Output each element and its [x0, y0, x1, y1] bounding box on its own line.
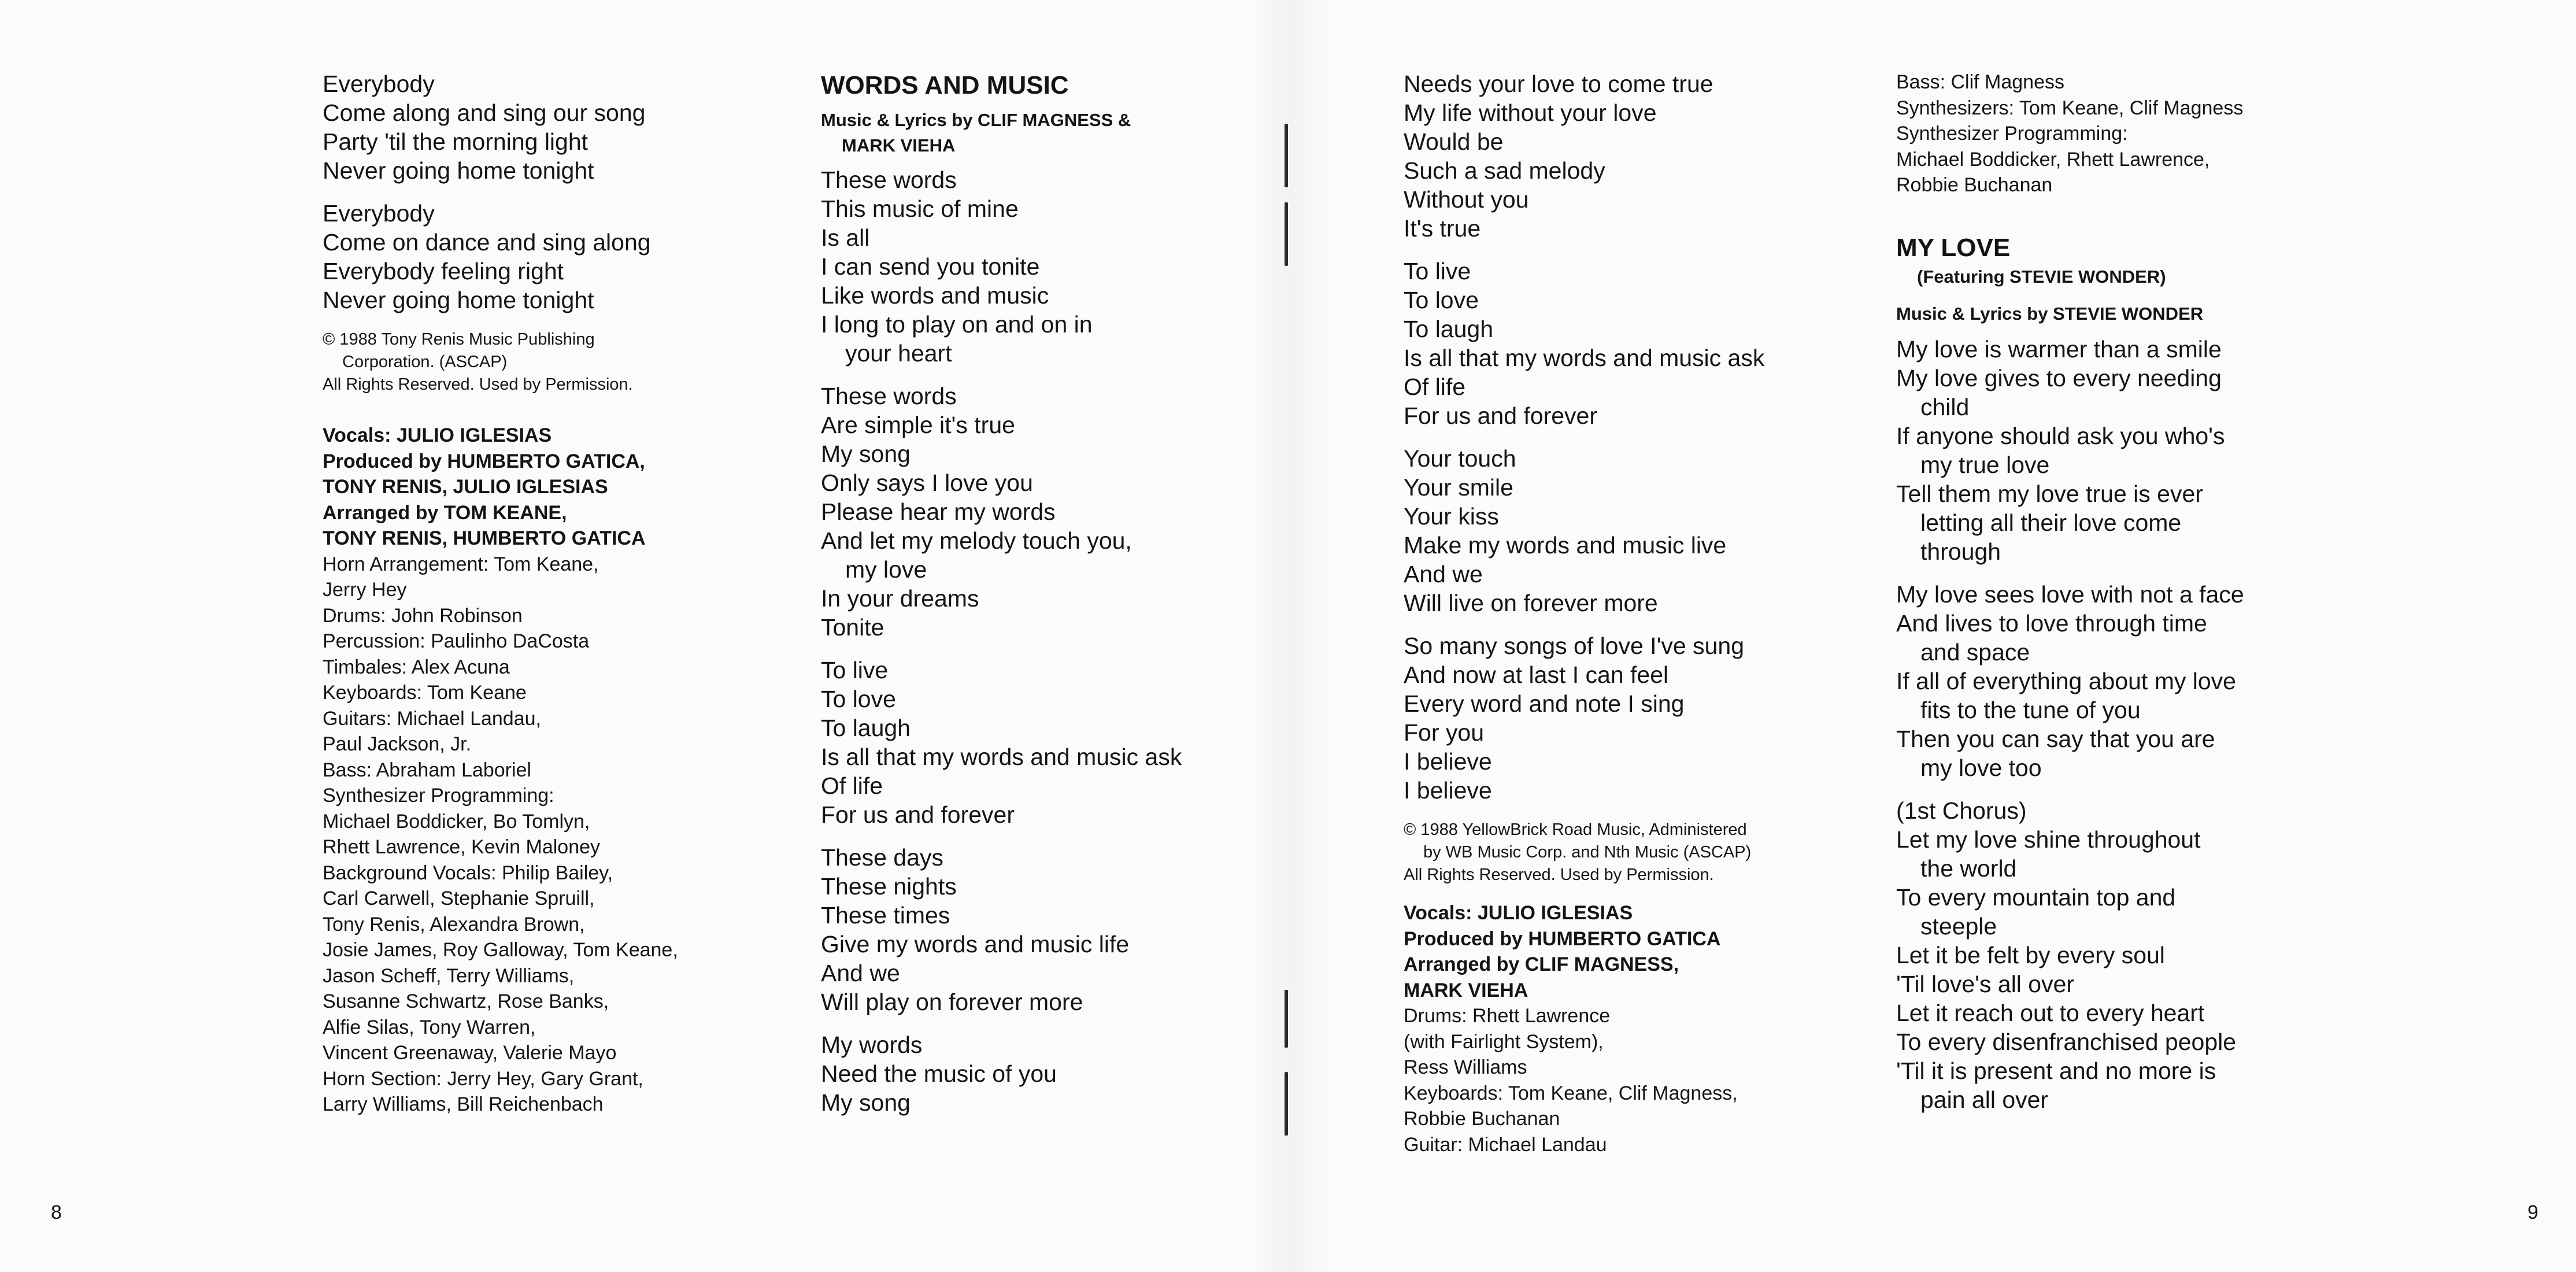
- lyric-line: I can send you tonite: [821, 253, 1040, 280]
- lyric-line: the world: [1920, 855, 2017, 882]
- column-2: [821, 69, 1260, 1117]
- lyric-line: So many songs of love I've sung: [1404, 633, 1744, 659]
- lyric-line: Needs your love to come true: [1404, 71, 1713, 97]
- credit-line: Paul Jackson, Jr.: [323, 733, 472, 755]
- lyric-line: If all of everything about my love: [1896, 667, 2236, 694]
- lyric-line: 'Til love's all over: [1896, 970, 2075, 997]
- credit-line-bold: Produced by HUMBERTO GATICA,: [323, 450, 645, 472]
- credit-line: Bass: Clif Magness: [1896, 71, 2064, 93]
- lyrics-stanza: [323, 69, 773, 185]
- lyric-line: (1st Chorus): [1896, 797, 2027, 824]
- lyric-line: Please hear my words: [821, 498, 1056, 525]
- lyric-line: Every word and note I sing: [1404, 690, 1685, 717]
- lyric-line: letting all their love come: [1920, 509, 2182, 536]
- lyric-line: Never going home tonight: [323, 287, 594, 313]
- credit-line: Tony Renis, Alexandra Brown,: [323, 913, 585, 935]
- lyric-line: For us and forever: [1404, 402, 1597, 429]
- lyric-line: Like words and music: [821, 282, 1049, 309]
- staple-bottom-b: [1285, 1072, 1288, 1136]
- song-title: WORDS AND MUSIC: [821, 71, 1069, 99]
- credit-line: Jason Scheff, Terry Williams,: [323, 964, 575, 987]
- lyric-line: Let it reach out to every heart: [1896, 999, 2205, 1026]
- credit-line: Alfie Silas, Tony Warren,: [323, 1016, 536, 1038]
- credit-line-bold: Vocals: JULIO IGLESIAS: [323, 424, 552, 446]
- credit-line: Percussion: Paulinho DaCosta: [323, 630, 590, 652]
- credit-line: Horn Arrangement: Tom Keane,: [323, 553, 599, 575]
- lyric-line: Party 'til the morning light: [323, 128, 589, 155]
- lyric-line: Need the music of you: [821, 1060, 1057, 1087]
- lyric-line: To every disenfranchised people: [1896, 1028, 2237, 1055]
- lyric-line: through: [1920, 538, 2001, 565]
- credit-line: Timbales: Alex Acuna: [323, 656, 510, 678]
- lyric-line: I believe: [1404, 777, 1492, 804]
- lyric-line: It's true: [1404, 215, 1481, 242]
- credit-line-bold: Vocals: JULIO IGLESIAS: [1404, 902, 1633, 924]
- lyric-line: And let my melody touch you,: [821, 527, 1132, 554]
- lyric-line: Then you can say that you are: [1896, 725, 2215, 752]
- column-1: [323, 69, 773, 1118]
- credit-line: Drums: Rhett Lawrence: [1404, 1005, 1611, 1027]
- lyric-line: Without you: [1404, 186, 1529, 213]
- lyric-line: Let it be felt by every soul: [1896, 941, 2165, 968]
- credit-line: Keyboards: Tom Keane, Clif Magness,: [1404, 1082, 1738, 1104]
- lyric-line: and space: [1920, 638, 2030, 665]
- lyric-line: And lives to love through time: [1896, 609, 2207, 637]
- credit-line: Bass: Abraham Laboriel: [323, 759, 531, 781]
- lyric-line: my love too: [1920, 754, 2042, 781]
- lyric-line: Is all that my words and music ask: [821, 744, 1182, 770]
- lyric-line: For you: [1404, 719, 1484, 746]
- lyric-line: Is all that my words and music ask: [1404, 345, 1765, 371]
- song-byline: Music & Lyrics by STEVIE WONDER: [1896, 303, 2204, 324]
- credit-line: Ress Williams: [1404, 1056, 1527, 1078]
- song-byline: Music & Lyrics by CLIF MAGNESS &: [821, 110, 1131, 130]
- credit-line: Larry Williams, Bill Reichenbach: [323, 1093, 604, 1115]
- lyric-line: To live: [1404, 258, 1471, 284]
- lyric-line: These days: [821, 844, 943, 871]
- credit-line-bold: TONY RENIS, HUMBERTO GATICA: [323, 527, 646, 549]
- column-3: [1404, 69, 1860, 1158]
- lyric-line: 'Til it is present and no more is: [1896, 1057, 2216, 1084]
- lyrics-stanza: [1404, 444, 1860, 617]
- credit-line: Carl Carwell, Stephanie Spruill,: [323, 888, 595, 909]
- credit-line-bold: TONY RENIS, JULIO IGLESIAS: [323, 476, 608, 498]
- credit-line: Susanne Schwartz, Rose Banks,: [323, 990, 609, 1012]
- credit-line: Josie James, Roy Galloway, Tom Keane,: [323, 939, 678, 961]
- lyric-line: To every mountain top and: [1896, 883, 2176, 911]
- credit-line: Drums: John Robinson: [323, 604, 523, 627]
- lyric-line: Your kiss: [1404, 503, 1499, 530]
- lyric-line: Only says I love you: [821, 469, 1033, 496]
- lyric-line: fits to the tune of you: [1920, 696, 2141, 723]
- lyric-line: My song: [821, 441, 911, 467]
- copyright-line: All Rights Reserved. Used by Permission.: [323, 375, 633, 394]
- lyric-line: To laugh: [1404, 316, 1494, 342]
- lyrics-stanza: [821, 1030, 1260, 1117]
- lyric-line: And we: [1404, 561, 1483, 587]
- song-byline: MARK VIEHA: [842, 135, 956, 156]
- lyric-line: Such a sad melody: [1404, 157, 1605, 184]
- staple-top-b: [1285, 202, 1288, 266]
- lyric-line: Everybody feeling right: [323, 258, 564, 284]
- lyrics-stanza: [821, 382, 1260, 642]
- lyric-line: And now at last I can feel: [1404, 661, 1669, 688]
- lyric-line: These words: [821, 383, 957, 409]
- credits-block: [323, 423, 773, 1118]
- lyric-line: I believe: [1404, 748, 1492, 775]
- song-featuring: (Featuring STEVIE WONDER): [1917, 266, 2166, 287]
- lyric-line: Will play on forever more: [821, 989, 1083, 1015]
- credit-line-bold: Arranged by TOM KEANE,: [323, 501, 567, 524]
- lyrics-stanza: [1404, 69, 1860, 243]
- credit-line: Michael Boddicker, Rhett Lawrence,: [1896, 148, 2210, 171]
- copyright-line: by WB Music Corp. and Nth Music (ASCAP): [1423, 843, 1752, 861]
- song-title: MY LOVE: [1896, 233, 2011, 262]
- lyric-line: Everybody: [323, 200, 435, 227]
- lyric-line: To love: [821, 686, 896, 712]
- lyrics-stanza: [821, 165, 1260, 368]
- lyric-line: To live: [821, 657, 889, 683]
- lyric-line: If anyone should ask you who's: [1896, 422, 2225, 449]
- lyric-line: steeple: [1920, 912, 1997, 940]
- staple-bottom-a: [1285, 990, 1288, 1048]
- lyric-line: Is all: [821, 224, 870, 251]
- credit-line: Synthesizer Programming:: [323, 785, 554, 807]
- lyrics-stanza: [1896, 796, 2359, 1114]
- lyric-line: child: [1920, 393, 1970, 420]
- credits-block: [1404, 900, 1860, 1158]
- lyric-line: My love gives to every needing: [1896, 364, 2222, 391]
- credit-line: Rhett Lawrence, Kevin Maloney: [323, 836, 601, 858]
- credit-line: Jerry Hey: [323, 579, 407, 601]
- lyric-line: In your dreams: [821, 585, 979, 612]
- lyric-line: My love sees love with not a face: [1896, 580, 2244, 608]
- lyrics-stanza: [821, 656, 1260, 829]
- lyric-line: my true love: [1920, 451, 2050, 478]
- lyric-line: And we: [821, 960, 900, 986]
- lyric-line: Of life: [821, 772, 883, 799]
- credit-line-bold: Produced by HUMBERTO GATICA: [1404, 927, 1721, 950]
- copyright-line: © 1988 YellowBrick Road Music, Administered: [1404, 820, 1747, 839]
- lyric-line: My song: [821, 1089, 911, 1116]
- lyric-line: Are simple it's true: [821, 412, 1015, 438]
- lyric-line: To love: [1404, 287, 1479, 313]
- lyric-line: This music of mine: [821, 195, 1019, 222]
- lyric-line: These times: [821, 902, 950, 929]
- credit-line: Robbie Buchanan: [1404, 1108, 1560, 1130]
- lyric-line: Come on dance and sing along: [323, 229, 651, 256]
- credit-line-bold: MARK VIEHA: [1404, 979, 1528, 1001]
- credit-line: Horn Section: Jerry Hey, Gary Grant,: [323, 1067, 643, 1090]
- credit-line: Synthesizers: Tom Keane, Clif Magness: [1896, 97, 2244, 119]
- lyric-line: My love is warmer than a smile: [1896, 335, 2222, 363]
- credit-line: Michael Boddicker, Bo Tomlyn,: [323, 810, 590, 833]
- lyric-line: Make my words and music live: [1404, 532, 1727, 559]
- lyric-line: I long to play on and on in: [821, 311, 1093, 338]
- center-gutter: [1249, 0, 1330, 1272]
- lyric-line: These words: [821, 167, 957, 193]
- lyrics-stanza: [1896, 580, 2359, 782]
- page-number-right: 9: [2527, 1201, 2538, 1223]
- credit-line: Keyboards: Tom Keane: [323, 682, 527, 704]
- lyric-line: To laugh: [821, 715, 911, 741]
- lyric-line: My life without your love: [1404, 99, 1657, 126]
- lyrics-stanza: [1404, 257, 1860, 430]
- copyright-line: © 1988 Tony Renis Music Publishing: [323, 330, 595, 349]
- credit-line-bold: Arranged by CLIF MAGNESS,: [1404, 953, 1679, 975]
- credit-line: Robbie Buchanan: [1896, 174, 2053, 196]
- lyric-line: These nights: [821, 873, 957, 900]
- lyric-line: Never going home tonight: [323, 157, 594, 184]
- lyric-line: Would be: [1404, 128, 1504, 155]
- lyric-line: Tonite: [821, 614, 884, 641]
- lyrics-stanza: [1404, 631, 1860, 805]
- credit-line: Guitars: Michael Landau,: [323, 707, 541, 730]
- page-number-left: 8: [51, 1201, 62, 1223]
- copyright-line: All Rights Reserved. Used by Permission.: [1404, 866, 1714, 884]
- lyric-line: Your touch: [1404, 445, 1516, 472]
- lyrics-stanza: [323, 199, 773, 315]
- credit-line: Synthesizer Programming:: [1896, 123, 2128, 145]
- staple-top-a: [1285, 124, 1288, 187]
- lyric-line: Your smile: [1404, 474, 1513, 501]
- lyric-line: My words: [821, 1031, 923, 1058]
- lyric-line: pain all over: [1920, 1086, 2049, 1113]
- lyric-line: my love: [845, 556, 927, 583]
- column-4: [1896, 69, 2359, 1114]
- lyric-line: your heart: [845, 340, 952, 367]
- credit-line: (with Fairlight System),: [1404, 1030, 1604, 1053]
- lyric-line: Let my love shine throughout: [1896, 826, 2201, 853]
- copyright-line: Corporation. (ASCAP): [342, 353, 508, 371]
- lyrics-stanza: [821, 843, 1260, 1016]
- credits-block: [1896, 69, 2359, 198]
- lyric-line: Tell them my love true is ever: [1896, 480, 2203, 507]
- lyric-line: Of life: [1404, 374, 1466, 400]
- lyric-line: Everybody: [323, 71, 435, 97]
- lyric-line: Give my words and music life: [821, 931, 1130, 957]
- credit-line: Vincent Greenaway, Valerie Mayo: [323, 1042, 617, 1064]
- copyright-notice: [323, 328, 773, 396]
- credit-line: Guitar: Michael Landau: [1404, 1133, 1607, 1156]
- lyrics-stanza: [1896, 335, 2359, 566]
- lyric-line: For us and forever: [821, 801, 1015, 828]
- credit-line: Background Vocals: Philip Bailey,: [323, 861, 613, 884]
- lyric-line: Will live on forever more: [1404, 590, 1658, 616]
- lyric-line: Come along and sing our song: [323, 99, 646, 126]
- copyright-notice: [1404, 819, 1860, 886]
